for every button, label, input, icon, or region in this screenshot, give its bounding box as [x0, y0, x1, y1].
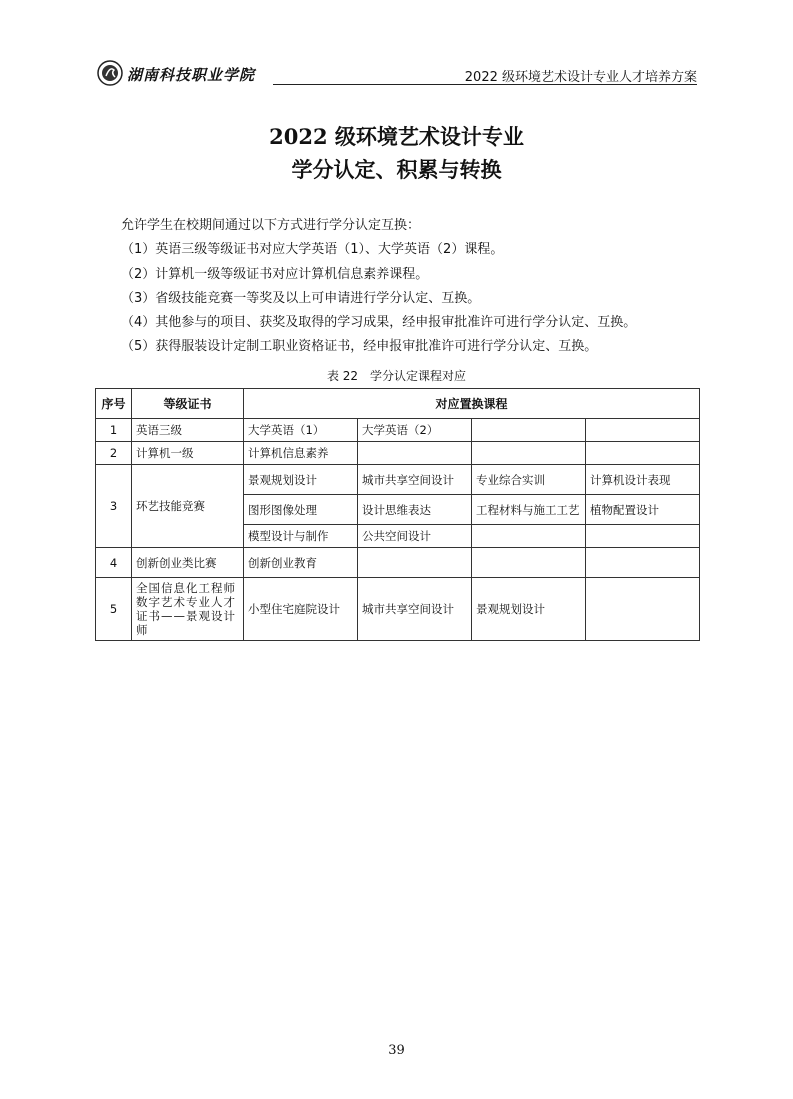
course-cell: 创新创业教育 — [244, 548, 358, 578]
table-row — [96, 465, 700, 495]
course-cell — [586, 578, 700, 641]
row-no: 5 — [96, 578, 132, 641]
list-item: （3）省级技能竞赛一等奖及以上可申请进行学分认定、互换。 — [121, 290, 481, 306]
list-item: （2）计算机一级等级证书对应计算机信息素养课程。 — [121, 266, 429, 282]
course-cell: 大学英语（1） — [244, 419, 358, 442]
body-text — [121, 214, 701, 360]
course-cell: 模型设计与制作 — [244, 525, 358, 548]
course-cell: 图形图像处理 — [244, 495, 358, 525]
course-cell — [472, 442, 586, 465]
course-cell — [472, 548, 586, 578]
page-header — [97, 56, 697, 86]
course-cell: 计算机信息素养 — [244, 442, 358, 465]
course-cell: 小型住宅庭院设计 — [244, 578, 358, 641]
page-number: 39 — [388, 1043, 405, 1058]
program-title: 2022 级环境艺术设计专业人才培养方案 — [464, 70, 697, 85]
course-cell — [358, 548, 472, 578]
list-item: （5）获得服装设计定制工职业资格证书，经申报审批准许可进行学分认定、互换。 — [121, 339, 598, 355]
course-cell — [586, 442, 700, 465]
row-cert: 全国信息化工程师数字艺术专业人才证书——景观设计师 — [132, 578, 244, 641]
course-cell: 植物配置设计 — [586, 495, 700, 525]
table-caption: 表 22 学分认定课程对应 — [326, 369, 467, 383]
row-cert: 环艺技能竞赛 — [132, 465, 244, 548]
course-cell — [358, 442, 472, 465]
course-cell — [472, 525, 586, 548]
course-cell: 大学英语（2） — [358, 419, 472, 442]
course-cell: 景观规划设计 — [244, 465, 358, 495]
header-divider — [273, 84, 697, 85]
course-cell — [586, 548, 700, 578]
page-title-line2: 学分认定、积累与转换 — [291, 157, 502, 182]
course-cell: 城市共享空间设计 — [358, 578, 472, 641]
school-logo-icon — [97, 60, 123, 86]
row-cert: 创新创业类比赛 — [132, 548, 244, 578]
table-row — [96, 578, 700, 641]
table-row — [96, 548, 700, 578]
course-cell — [586, 419, 700, 442]
row-no: 2 — [96, 442, 132, 465]
course-cell — [586, 525, 700, 548]
course-cell: 城市共享空间设计 — [358, 465, 472, 495]
table-row — [96, 419, 700, 442]
school-name: 湖南科技职业学院 — [127, 66, 256, 84]
table-row — [96, 442, 700, 465]
header-courses: 对应置换课程 — [244, 389, 700, 419]
course-cell: 专业综合实训 — [472, 465, 586, 495]
course-cell — [472, 419, 586, 442]
course-cell: 计算机设计表现 — [586, 465, 700, 495]
row-cert: 计算机一级 — [132, 442, 244, 465]
row-no: 4 — [96, 548, 132, 578]
row-cert: 英语三级 — [132, 419, 244, 442]
course-cell: 设计思维表达 — [358, 495, 472, 525]
list-item: （4）其他参与的项目、获奖及取得的学习成果，经申报审批准许可进行学分认定、互换。 — [121, 315, 637, 331]
row-no: 3 — [96, 465, 132, 548]
credit-table — [95, 388, 700, 641]
page-title-line1: 2022 级环境艺术设计专业 — [269, 124, 524, 149]
table-header-row — [96, 389, 700, 419]
intro-paragraph: 允许学生在校期间通过以下方式进行学分认定互换： — [121, 218, 421, 233]
list-item: （1）英语三级等级证书对应大学英语（1）、大学英语（2）课程。 — [121, 242, 504, 258]
header-no: 序号 — [96, 389, 132, 419]
header-cert: 等级证书 — [132, 389, 244, 419]
course-cell: 景观规划设计 — [472, 578, 586, 641]
course-cell: 公共空间设计 — [358, 525, 472, 548]
row-no: 1 — [96, 419, 132, 442]
course-cell: 工程材料与施工工艺 — [472, 495, 586, 525]
